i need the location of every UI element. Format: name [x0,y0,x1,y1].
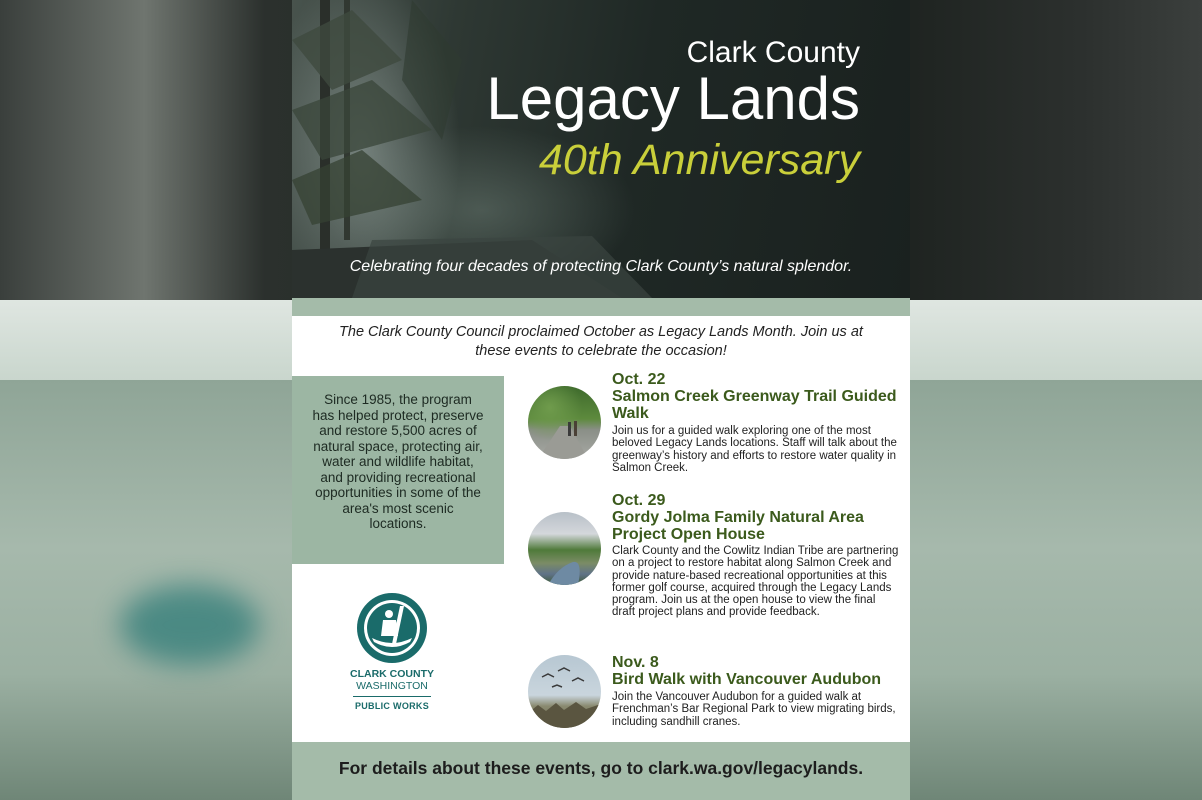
divider-strip [292,298,910,316]
event-description: Clark County and the Cowlitz Indian Tribe are partnering on a project to restore habitat along Salmon Creek and provide nature-based recreational opportunities at this former golf course, acquired through the Legacy Lands program. Join us at the open house to view the final draft project plans and provide feedback. [612,545,899,619]
event-date: Nov. 8 [612,654,659,671]
hero-banner [292,0,910,298]
logo-divider [353,696,431,697]
event-photo-bird-walk [528,655,601,728]
event-description: Join us for a guided walk exploring one of the most beloved Legacy Lands locations. Staff will talk about the greenway’s history and efforts to restore water quality in Salmon Creek. [612,425,897,474]
clark-county-logo [344,592,440,711]
footer-details: For details about these events, go to clark.wa.gov/legacylands. [292,742,910,800]
hero-tagline: Celebrating four decades of protecting Clark County’s natural splendor. [349,258,853,275]
event-flyer [292,0,910,800]
logo-state-text: WASHINGTON [356,680,428,692]
program-summary-box: Since 1985, the program has helped protect, preserve and restore 5,500 acres of natural space, protecting air, water and wildlife habitat, and providing recreational opportunities in some of the area's most scenic locations. [292,376,504,564]
hero-anniversary: 40th Anniversary [538,136,860,184]
event-title: Salmon Creek Greenway Trail Guided Walk [612,388,897,422]
event-description: Join the Vancouver Audubon for a guided walk at Frenchman’s Bar Regional Park to view migrating birds, including sandhill cranes. [612,691,896,728]
walkers-illustration [528,386,601,459]
logo-department-text: PUBLIC WORKS [354,701,430,711]
event-date: Oct. 29 [612,492,666,509]
event-date: Oct. 22 [612,371,666,388]
intro-text: The Clark County Council proclaimed October as Legacy Lands Month. Join us at these events to celebrate the occasion! [339,324,863,359]
event-title: Gordy Jolma Family Natural Area Project Open House [612,509,864,543]
logo-county-text: CLARK COUNTY [350,668,434,680]
cranes-illustration [528,655,601,728]
blurred-logo-shape [120,585,260,665]
canoe-emblem-icon [356,592,428,664]
event-photo-greenway-trail [528,386,601,459]
hero-county-name: Clark County [686,36,860,69]
event-title: Bird Walk with Vancouver Audubon [612,671,882,688]
creek-illustration [528,512,601,585]
hero-title: Legacy Lands [486,65,860,132]
event-photo-natural-area [528,512,601,585]
